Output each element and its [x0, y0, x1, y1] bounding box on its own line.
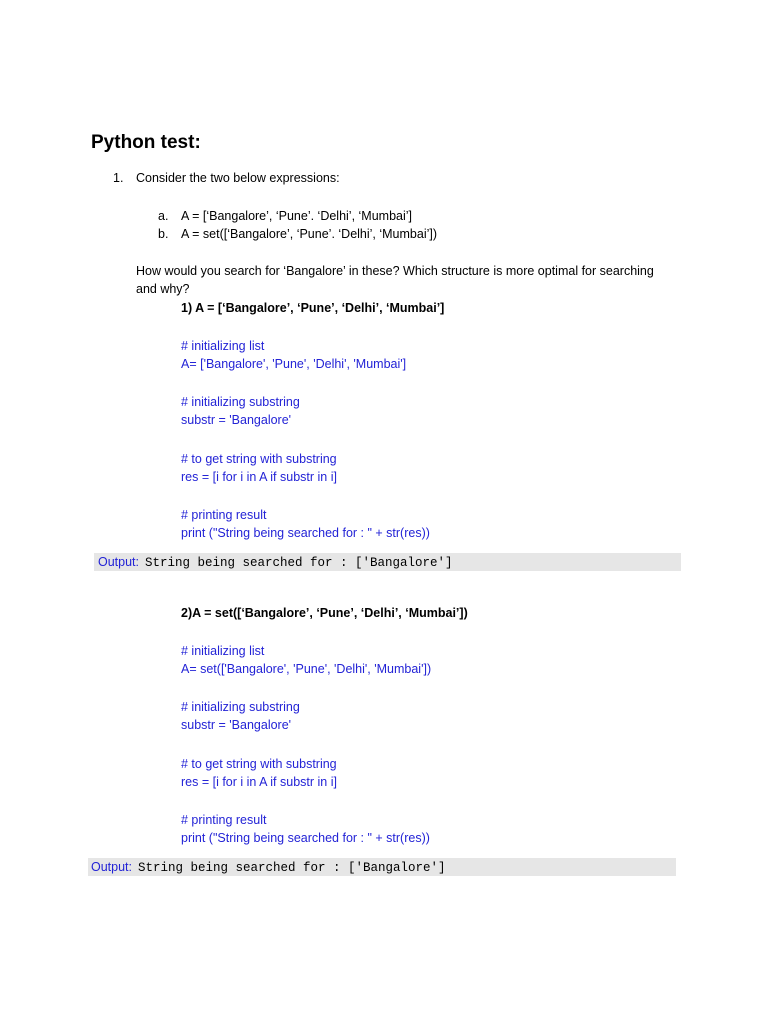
- answer2-output-label: Output:: [91, 860, 132, 874]
- answer1-output: [94, 553, 681, 571]
- answer1-output-label: Output:: [98, 555, 139, 569]
- answer1-code-line: substr = 'Bangalore': [181, 413, 292, 427]
- option-marker-b: b.: [158, 227, 169, 241]
- answer2-code-line: substr = 'Bangalore': [181, 718, 292, 732]
- answer1-output-value: String being searched for : ['Bangalore']: [145, 556, 453, 570]
- answer2-code-line: A= set(['Bangalore', 'Pune', 'Delhi', 'Mumbai']): [181, 662, 432, 676]
- question-number: 1.: [113, 171, 124, 185]
- question-text: Consider the two below expressions:: [136, 171, 340, 185]
- question-prompt-line1: How would you search for ‘Bangalore’ in these? Which structure is more optimal for searching: [136, 264, 654, 278]
- answer1-code-line: res = [i for i in A if substr in i]: [181, 470, 337, 484]
- answer2-output: [88, 858, 676, 876]
- answer2-code-line: res = [i for i in A if substr in i]: [181, 775, 337, 789]
- page-title: Python test:: [91, 132, 201, 153]
- option-marker-a: a.: [158, 209, 169, 223]
- answer1-code-line: print ("String being searched for : " + str(res)): [181, 526, 430, 540]
- answer1-heading: 1) A = [‘Bangalore’, ‘Pune’, ‘Delhi’, ‘Mumbai’]: [181, 301, 445, 315]
- answer2-code-line: # printing result: [181, 813, 267, 827]
- answer1-code-line: # initializing list: [181, 339, 265, 353]
- option-text-a: A = [‘Bangalore’, ‘Pune’. ‘Delhi’, ‘Mumbai’]: [181, 209, 413, 223]
- answer2-heading: 2)A = set([‘Bangalore’, ‘Pune’, ‘Delhi’, ‘Mumbai’]): [181, 606, 468, 620]
- answer1-code-line: # to get string with substring: [181, 452, 337, 466]
- option-text-b: A = set([‘Bangalore’, ‘Pune’. ‘Delhi’, ‘Mumbai’]): [181, 227, 438, 241]
- answer2-code-line: # initializing list: [181, 644, 265, 658]
- answer2-code-line: # initializing substring: [181, 700, 300, 714]
- answer1-code-line: # initializing substring: [181, 395, 300, 409]
- answer1-code-line: A= ['Bangalore', 'Pune', 'Delhi', 'Mumbai']: [181, 357, 407, 371]
- answer2-output-value: String being searched for : ['Bangalore']: [138, 861, 446, 875]
- answer2-code-line: # to get string with substring: [181, 757, 337, 771]
- answer2-code-line: print ("String being searched for : " + str(res)): [181, 831, 430, 845]
- answer1-code-line: # printing result: [181, 508, 267, 522]
- question-prompt-line2: and why?: [136, 282, 190, 296]
